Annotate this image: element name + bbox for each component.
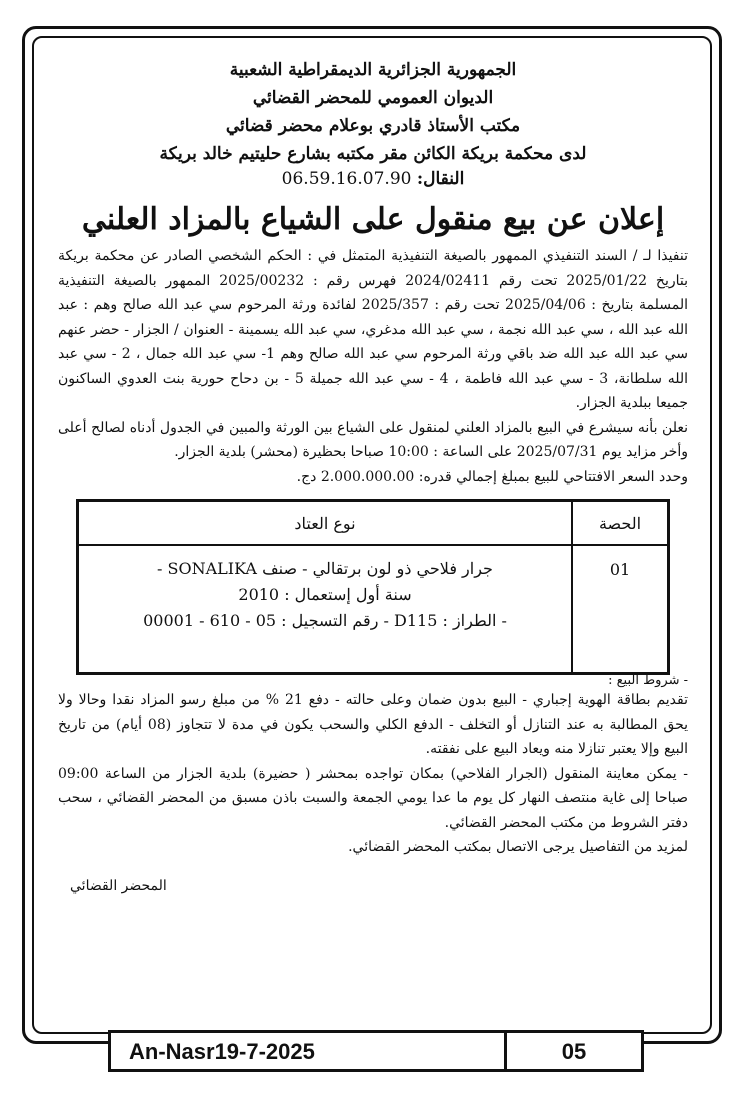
table-row [78,545,669,674]
cell-share: 01 [572,545,669,674]
body-paragraph-price: وحدد السعر الافتتاحي للبيع بمبلغ إجمالي قدره: 2.000.000.00 دج. [296,468,688,485]
header-phone [58,166,688,192]
header-republic: الجمهورية الجزائرية الديمقراطية الشعبية [229,60,517,80]
header-address: لدى محكمة بريكة الكائن مقر مكتبه بشارع حليتيم خالد بريكة [159,144,587,164]
description-line-2: سنة أول إستعمال : 2010 [238,585,412,604]
conditions [58,674,688,860]
column-header-share: الحصة [572,501,669,546]
phone-label: النقال: [416,169,465,189]
announcement-body [58,244,688,489]
page-number: 05 [561,1039,587,1064]
cell-description [78,545,573,674]
header-bailiff: مكتب الأستاذ قادري بوعلام محضر قضائي [225,116,521,136]
body-paragraph-auction: نعلن بأنه سيشرع في البيع بالمزاد العلني لمنقول على الشياع بين الورثة والمبين في الجدول أدناه لصالح أعلى وأخر مزايد يوم 2025/07/31 على الساعة : 10:00 صباحا بحظيرة (محشر) بلدية الجزار. [58,419,688,460]
phone-value: 06.59.16.07.90 [281,169,412,189]
conditions-paragraph-3: لمزيد من التفاصيل يرجى الاتصال بمكتب المحضر القضائي. [348,839,688,855]
announcement [58,56,688,894]
description-line-3: - الطراز : D115 - رقم التسجيل : 05 - 610 - 00001 [143,611,507,630]
conditions-paragraph-2: - يمكن معاينة المنقول (الجرار الفلاحي) بمكان تواجده بمحشر ( حضيرة) بلدية الجزار من الساعة 09:00 صباحا إلى غاية منتصف النهار كل يوم ما عدا يومي الجمعة والسبت باذن مسبق من المحضر القضائي ، سحب دفتر الشروط من مكتب المحضر القضائي. [58,765,688,831]
column-header-type: نوع العتاد [78,501,573,546]
publication-date: An-Nasr19-7-2025 [129,1039,315,1064]
table-header-row [78,501,669,546]
signature: المحضر القضائي [70,877,167,894]
page-footer [108,1030,644,1072]
header-office: الديوان العمومي للمحضر القضائي [252,88,494,108]
announcement-title: إعلان عن بيع منقول على الشياع بالمزاد العلني [81,202,665,237]
conditions-title: - شروط البيع : [608,673,688,688]
lots-table [76,499,670,675]
description-line-1: جرار فلاحي ذو لون برتقالي - صنف SONALIKA - [157,559,493,578]
conditions-paragraph-1: تقديم بطاقة الهوية إجباري - البيع بدون ضمان وعلى حالته - دفع 21 % من مبلغ رسو المزاد نقدا وحالا ولا يحق المطالبة به عند التنازل أو التخلف - الدفع الكلي والسحب يكون في مدة لا تتجاوز (08 أيام) من تاريخ البيع وإلا يعتبر تنازلا منه ويعاد البيع على نفقته. [58,692,689,757]
body-paragraph-execution: تنفيذا لـ / السند التنفيذي الممهور بالصيغة التنفيذية المتمثل في : الحكم الشخصي الصادر عن محكمة بريكة بتاريخ 2025/01/22 تحت رقم 2024/02411 فهرس رقم : 2025/00232 الممهور بالصيغة التنفيذية المسلمة بتاريخ : 2025/04/06 تحت رقم : 2025/357 لفائدة ورثة المرحوم سي عبد الله صالح وهم : عبد الله عبد الله ، سي عبد الله نجمة ، سي عبد الله مدغري، سي عبد الله يسمينة - العنوان / الجزار - حضر عنهم سي عبد الله عبد الله ضد باقي ورثة المرحوم سي عبد الله صالح وهم 1- سي عبد الله جمال ، 2 - سي عبد الله سلطانة، 3 - سي عبد الله فاطمة ، 4 - سي عبد الله جميلة 5 - بن دحاح حورية بنت العدوي الساكنون جميعا ببلدية الجزار. [58,248,689,411]
